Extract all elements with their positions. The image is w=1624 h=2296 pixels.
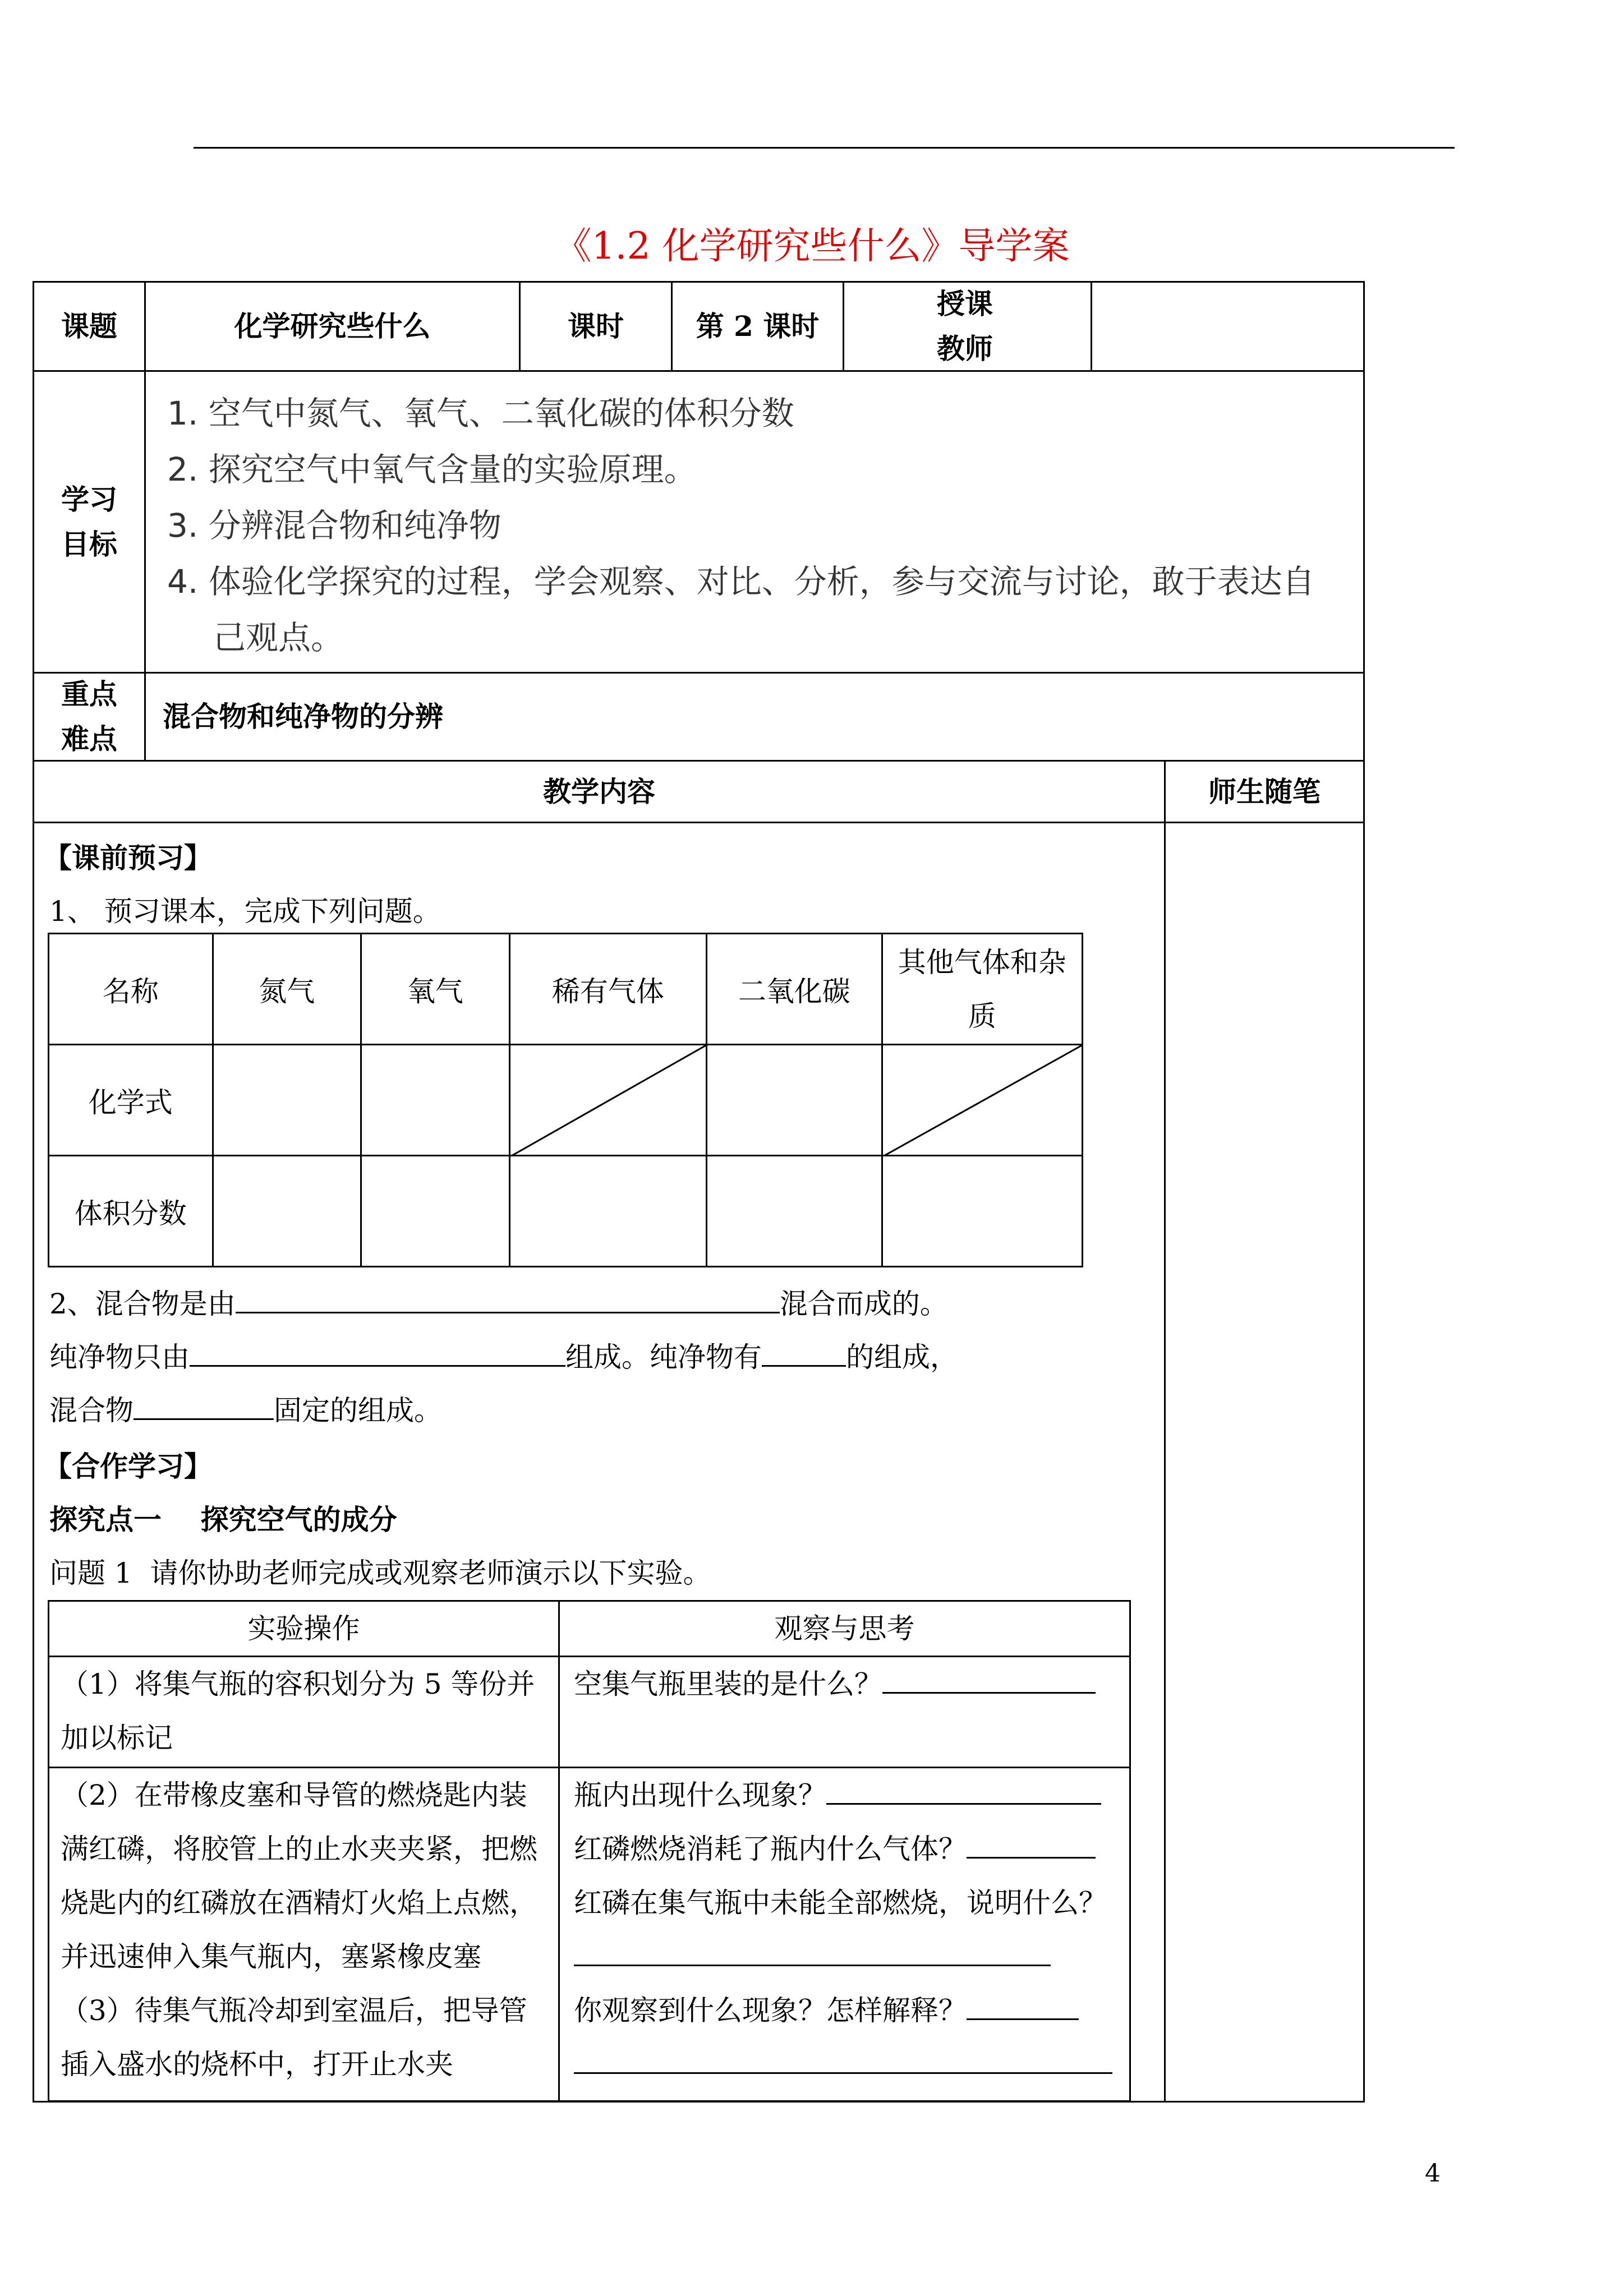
- gas-table-header: 氮气: [213, 934, 361, 1045]
- preview-heading: 【课前预习】: [44, 841, 212, 874]
- think-row: [574, 2037, 1115, 2091]
- period-label: 课时: [568, 310, 624, 343]
- preview-question-1: 1、 预习课本，完成下列问题。: [49, 895, 441, 928]
- preview-question-2-line-2: [49, 1335, 958, 1380]
- q2-text: 混合物: [49, 1394, 134, 1427]
- q2-text: 2、混合物是由: [49, 1288, 236, 1320]
- experiment-header: 观察与思考: [559, 1601, 1130, 1657]
- gas-table-cell[interactable]: [707, 1156, 882, 1267]
- frame-right: [1363, 281, 1365, 2102]
- experiment-step-3: （3）待集气瓶冷却到室温后，把导管插入盛水的烧杯中，打开止水夹: [61, 1994, 527, 2081]
- gas-table-cell-slashed: [509, 1045, 706, 1156]
- diagonal-slash: [883, 1045, 1082, 1156]
- coop-question-1: 问题 1 请你协助老师完成或观察老师演示以下实验。: [49, 1557, 711, 1589]
- experiment-think-2-3: [559, 1768, 1130, 2101]
- objective-item: 3. 分辨混合物和纯净物: [167, 506, 502, 545]
- objective-item: 己观点。: [213, 619, 344, 657]
- q2-text: 混合而成的。: [779, 1288, 948, 1320]
- page-number: 4: [1425, 2159, 1441, 2188]
- think-row: 红磷在集气瓶中未能全部燃烧，说明什么？: [574, 1887, 1107, 1919]
- gas-table: [48, 933, 1083, 1267]
- think-text: 空集气瓶里装的是什么？: [574, 1668, 883, 1700]
- think-text: 你观察到什么现象？怎样解释？: [574, 1994, 967, 2027]
- think-row: [574, 1984, 1115, 2037]
- think-text: 瓶内出现什么现象？: [574, 1779, 827, 1811]
- q2-text: 组成。纯净物有: [565, 1341, 762, 1373]
- header-rule: [194, 147, 1455, 149]
- gas-table-cell[interactable]: [882, 1156, 1082, 1267]
- answer-blank[interactable]: [826, 1781, 1101, 1805]
- gas-table-cell[interactable]: [213, 1156, 361, 1267]
- row-divider-2: [33, 672, 1365, 674]
- q2-text: 的组成，: [846, 1341, 958, 1373]
- objective-item: 4. 体验化学探究的过程，学会观察、对比、分析，参与交流与讨论，敢于表达自: [167, 563, 1315, 601]
- page-title: 《1.2 化学研究些什么》导学案: [554, 224, 1070, 268]
- coop-heading: 【合作学习】: [44, 1450, 212, 1483]
- content-header: 教学内容: [543, 774, 655, 808]
- experiment-step-1: （1）将集气瓶的容积划分为 5 等份并加以标记: [49, 1657, 559, 1768]
- gas-table-cell[interactable]: [509, 1156, 706, 1267]
- think-row: [574, 1930, 1115, 1984]
- gas-table-row-label: 化学式: [49, 1045, 213, 1156]
- key-points-label: 重点 难点: [61, 677, 117, 755]
- gas-table-row-label: 体积分数: [49, 1156, 213, 1267]
- q2-text: 纯净物只由: [49, 1341, 190, 1373]
- teacher-value: [1092, 283, 1363, 370]
- preview-question-2-line-1: [49, 1281, 948, 1326]
- notes-header: 师生随笔: [1208, 774, 1321, 808]
- answer-blank[interactable]: [574, 1942, 1051, 1966]
- fill-blank[interactable]: [762, 1343, 846, 1367]
- topic-value: 化学研究些什么: [234, 310, 431, 343]
- experiment-table: [48, 1600, 1131, 2102]
- fill-blank[interactable]: [190, 1343, 565, 1367]
- experiment-header: 实验操作: [49, 1601, 559, 1657]
- row-divider-1: [33, 370, 1365, 372]
- gas-table-header: 二氧化碳: [707, 934, 882, 1045]
- gas-table-header: 名称: [49, 934, 213, 1045]
- notes-col-divider: [1164, 760, 1166, 2102]
- answer-blank[interactable]: [967, 1834, 1096, 1859]
- gas-table-header: 氧气: [361, 934, 510, 1045]
- gas-table-header: 其他气体和杂 质: [882, 934, 1082, 1045]
- objective-item: 1. 空气中氮气、氧气、二氧化碳的体积分数: [167, 394, 794, 432]
- answer-blank[interactable]: [574, 2050, 1112, 2074]
- preview-question-2-line-3: [49, 1388, 442, 1433]
- diagonal-slash: [510, 1045, 706, 1156]
- gas-table-cell[interactable]: [361, 1156, 510, 1267]
- q2-text: 固定的组成。: [274, 1394, 442, 1427]
- gas-table-cell[interactable]: [213, 1045, 361, 1156]
- experiment-think-1: [559, 1657, 1130, 1768]
- key-points-value: 混合物和纯净物的分辨: [163, 700, 443, 733]
- fill-blank[interactable]: [134, 1396, 274, 1420]
- gas-table-header: 稀有气体: [509, 934, 706, 1045]
- answer-blank[interactable]: [967, 1996, 1079, 2020]
- gas-table-cell-slashed: [882, 1045, 1082, 1156]
- topic-label: 课题: [61, 310, 117, 343]
- gas-table-cell[interactable]: [707, 1045, 882, 1156]
- think-row: [574, 1768, 1115, 1822]
- gas-table-cell[interactable]: [361, 1045, 510, 1156]
- think-row: [574, 1822, 1115, 1876]
- answer-blank[interactable]: [882, 1670, 1096, 1694]
- objective-item: 2. 探究空气中氧气含量的实验原理。: [167, 450, 697, 488]
- teacher-label: 授课 教师: [937, 287, 993, 365]
- think-text: 红磷燃烧消耗了瓶内什么气体？: [574, 1833, 967, 1865]
- period-value: 第 2 课时: [696, 310, 820, 343]
- experiment-step-2-3: [49, 1768, 559, 2101]
- coop-point-1: 探究点一 探究空气的成分: [49, 1503, 397, 1536]
- experiment-step-2: （2）在带橡皮塞和导管的燃烧匙内装满红磷，将胶管上的止水夹夹紧，把燃烧匙内的红磷放在酒精灯火焰上点燃，并迅速伸入集气瓶内，塞紧橡皮塞: [61, 1779, 537, 1973]
- fill-blank[interactable]: [236, 1289, 780, 1313]
- objectives-label: 学习 目标: [61, 482, 117, 561]
